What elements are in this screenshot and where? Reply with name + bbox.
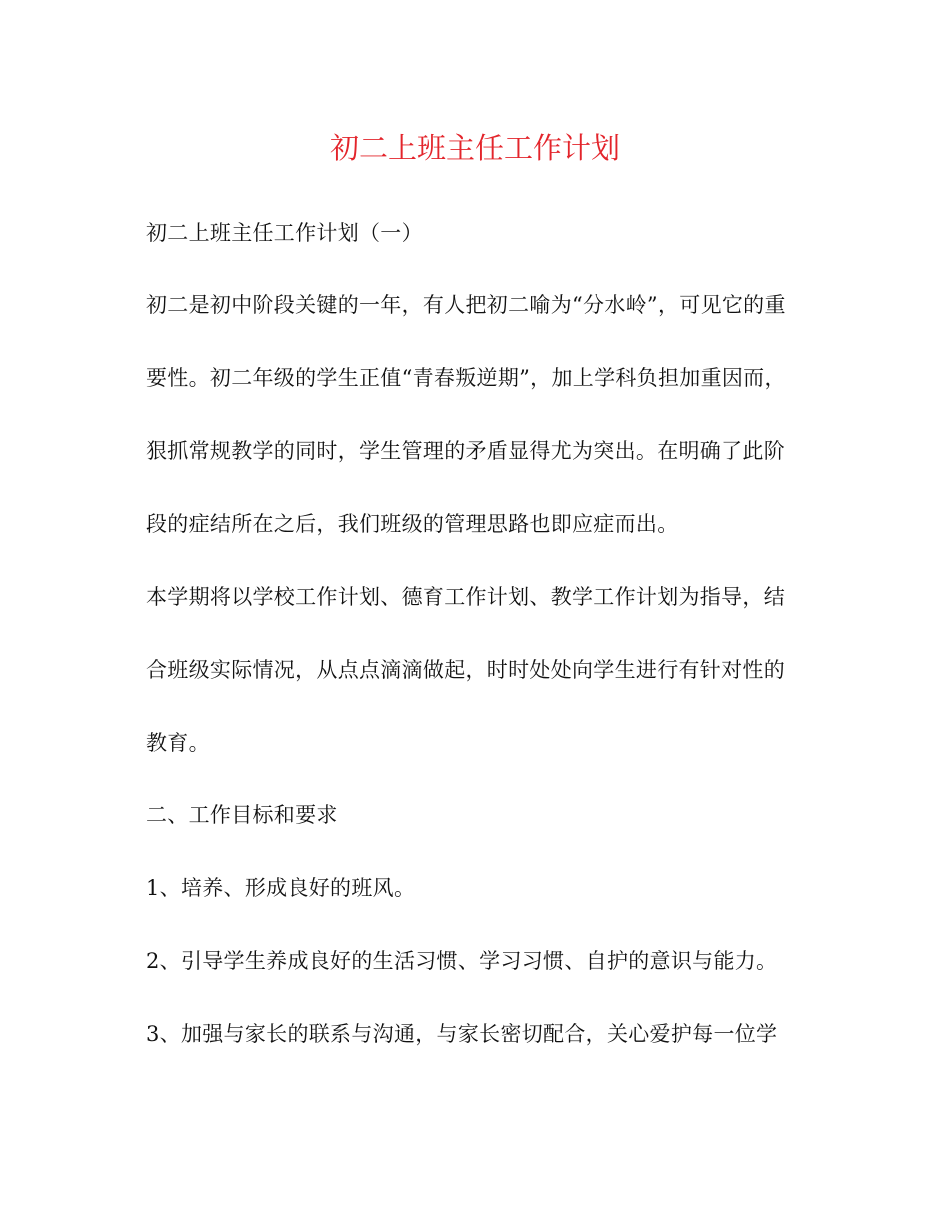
paragraph-line: 初二是初中阶段关键的一年，有人把初二喻为“分水岭”，可见它的重 (146, 293, 786, 317)
paragraph-line: 本学期将以学校工作计划、德育工作计划、教学工作计划为指导，结 (146, 585, 785, 609)
paragraph-line: 狠抓常规教学的同时，学生管理的矛盾显得尤为突出。在明确了此阶 (146, 439, 785, 463)
section-heading: 初二上班主任工作计划（一） (146, 221, 423, 245)
paragraph-line: 教育。 (146, 731, 210, 755)
paragraph-line: 合班级实际情况，从点点滴滴做起，时时处处向学生进行有针对性的 (146, 658, 785, 682)
list-item: 1、培养、形成良好的班风。 (146, 876, 416, 900)
paragraph-line: 段的症结所在之后，我们班级的管理思路也即应症而出。 (146, 512, 679, 536)
paragraph-line: 要性。初二年级的学生正值“青春叛逆期”，加上学科负担加重因而， (146, 366, 786, 390)
document-title: 初二上班主任工作计划 (329, 131, 620, 165)
list-item: 3、加强与家长的联系与沟通，与家长密切配合，关心爱护每一位学 (146, 1022, 778, 1046)
section-heading: 二、工作目标和要求 (146, 803, 338, 827)
list-item: 2、引导学生养成良好的生活习惯、学习习惯、自护的意识与能力。 (146, 949, 778, 973)
